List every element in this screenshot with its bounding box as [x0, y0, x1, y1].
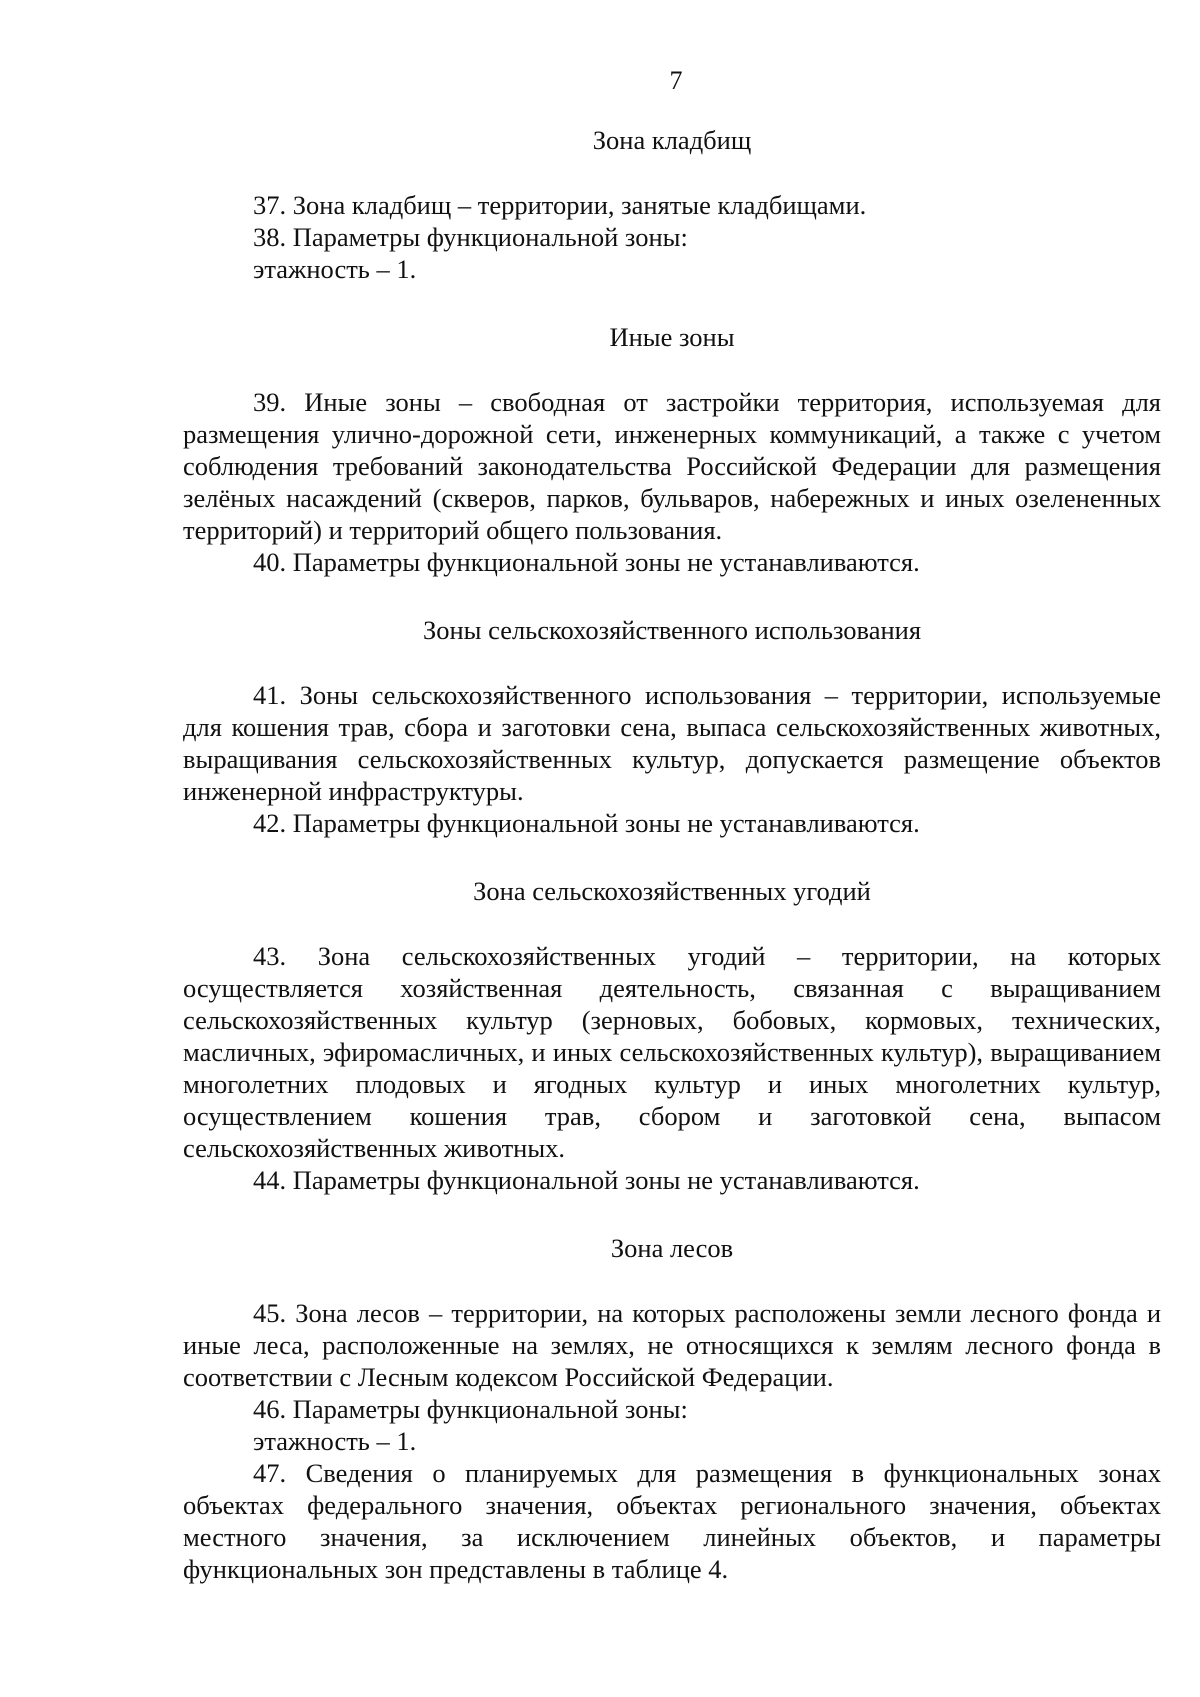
section-heading-agricultural-lands: Зона сельскохозяйственных угодий	[473, 876, 871, 906]
section-heading-forests: Зона лесов	[610, 1233, 734, 1263]
paragraph-38-floors: этажность – 1.	[253, 254, 417, 284]
paragraph-40: 40. Параметры функциональной зоны не устанавливаются.	[253, 547, 920, 577]
section-heading-other-zones: Иные зоны	[609, 322, 735, 352]
paragraph-46-floors: этажность – 1.	[253, 1426, 417, 1456]
section-heading-agricultural-use: Зоны сельскохозяйственного использования	[422, 615, 922, 645]
paragraph-41: 41. Зоны сельскохозяйственного использования – территории, используемые для кошения трав, сбора и заготовки сена, выпаса сельскохозяйственных животных, выращивания сельскохозяйственных культур, допускается размещение объектов инженерной инфраструктуры.	[183, 680, 1161, 806]
paragraph-45: 45. Зона лесов – территории, на которых расположены земли лесного фонда и иные леса, расположенные на землях, не относящихся к землям лесного фонда в соответствии с Лесным кодексом Российской Федерации.	[183, 1298, 1161, 1392]
paragraph-44: 44. Параметры функциональной зоны не устанавливаются.	[253, 1165, 920, 1195]
paragraph-37: 37. Зона кладбищ – территории, занятые кладбищами.	[253, 190, 867, 220]
paragraph-46: 46. Параметры функциональной зоны:	[253, 1394, 688, 1424]
section-heading-cemeteries: Зона кладбищ	[592, 125, 752, 155]
paragraph-43: 43. Зона сельскохозяйственных угодий – территории, на которых осуществляется хозяйственная деятельность, связанная с выращиванием сельскохозяйственных культур (зерновых, бобовых, кормовых, технических, масличных, эфиромасличных, и иных сельскохозяйственных культур), выращиванием многолетних плодовых и ягодных культур и иных многолетних культур, осуществлением кошения трав, сбором и заготовкой сена, выпасом сельскохозяйственных животных.	[183, 941, 1161, 1163]
paragraph-42: 42. Параметры функциональной зоны не устанавливаются.	[253, 808, 920, 838]
paragraph-38: 38. Параметры функциональной зоны:	[253, 222, 688, 252]
paragraph-39: 39. Иные зоны – свободная от застройки территория, используемая для размещения улично-дорожной сети, инженерных коммуникаций, а также с учетом соблюдения требований законодательства Российской Федерации для размещения зелёных насаждений (скверов, парков, бульваров, набережных и иных озелененных территорий) и территорий общего пользования.	[183, 387, 1161, 545]
document-body	[183, 124, 1161, 1585]
paragraph-47: 47. Сведения о планируемых для размещения в функциональных зонах объектах федерального значения, объектах регионального значения, объектах местного значения, за исключением линейных объектов, и параметры функциональных зон представлены в таблице 4.	[183, 1458, 1161, 1584]
page-number: 7	[669, 66, 683, 95]
